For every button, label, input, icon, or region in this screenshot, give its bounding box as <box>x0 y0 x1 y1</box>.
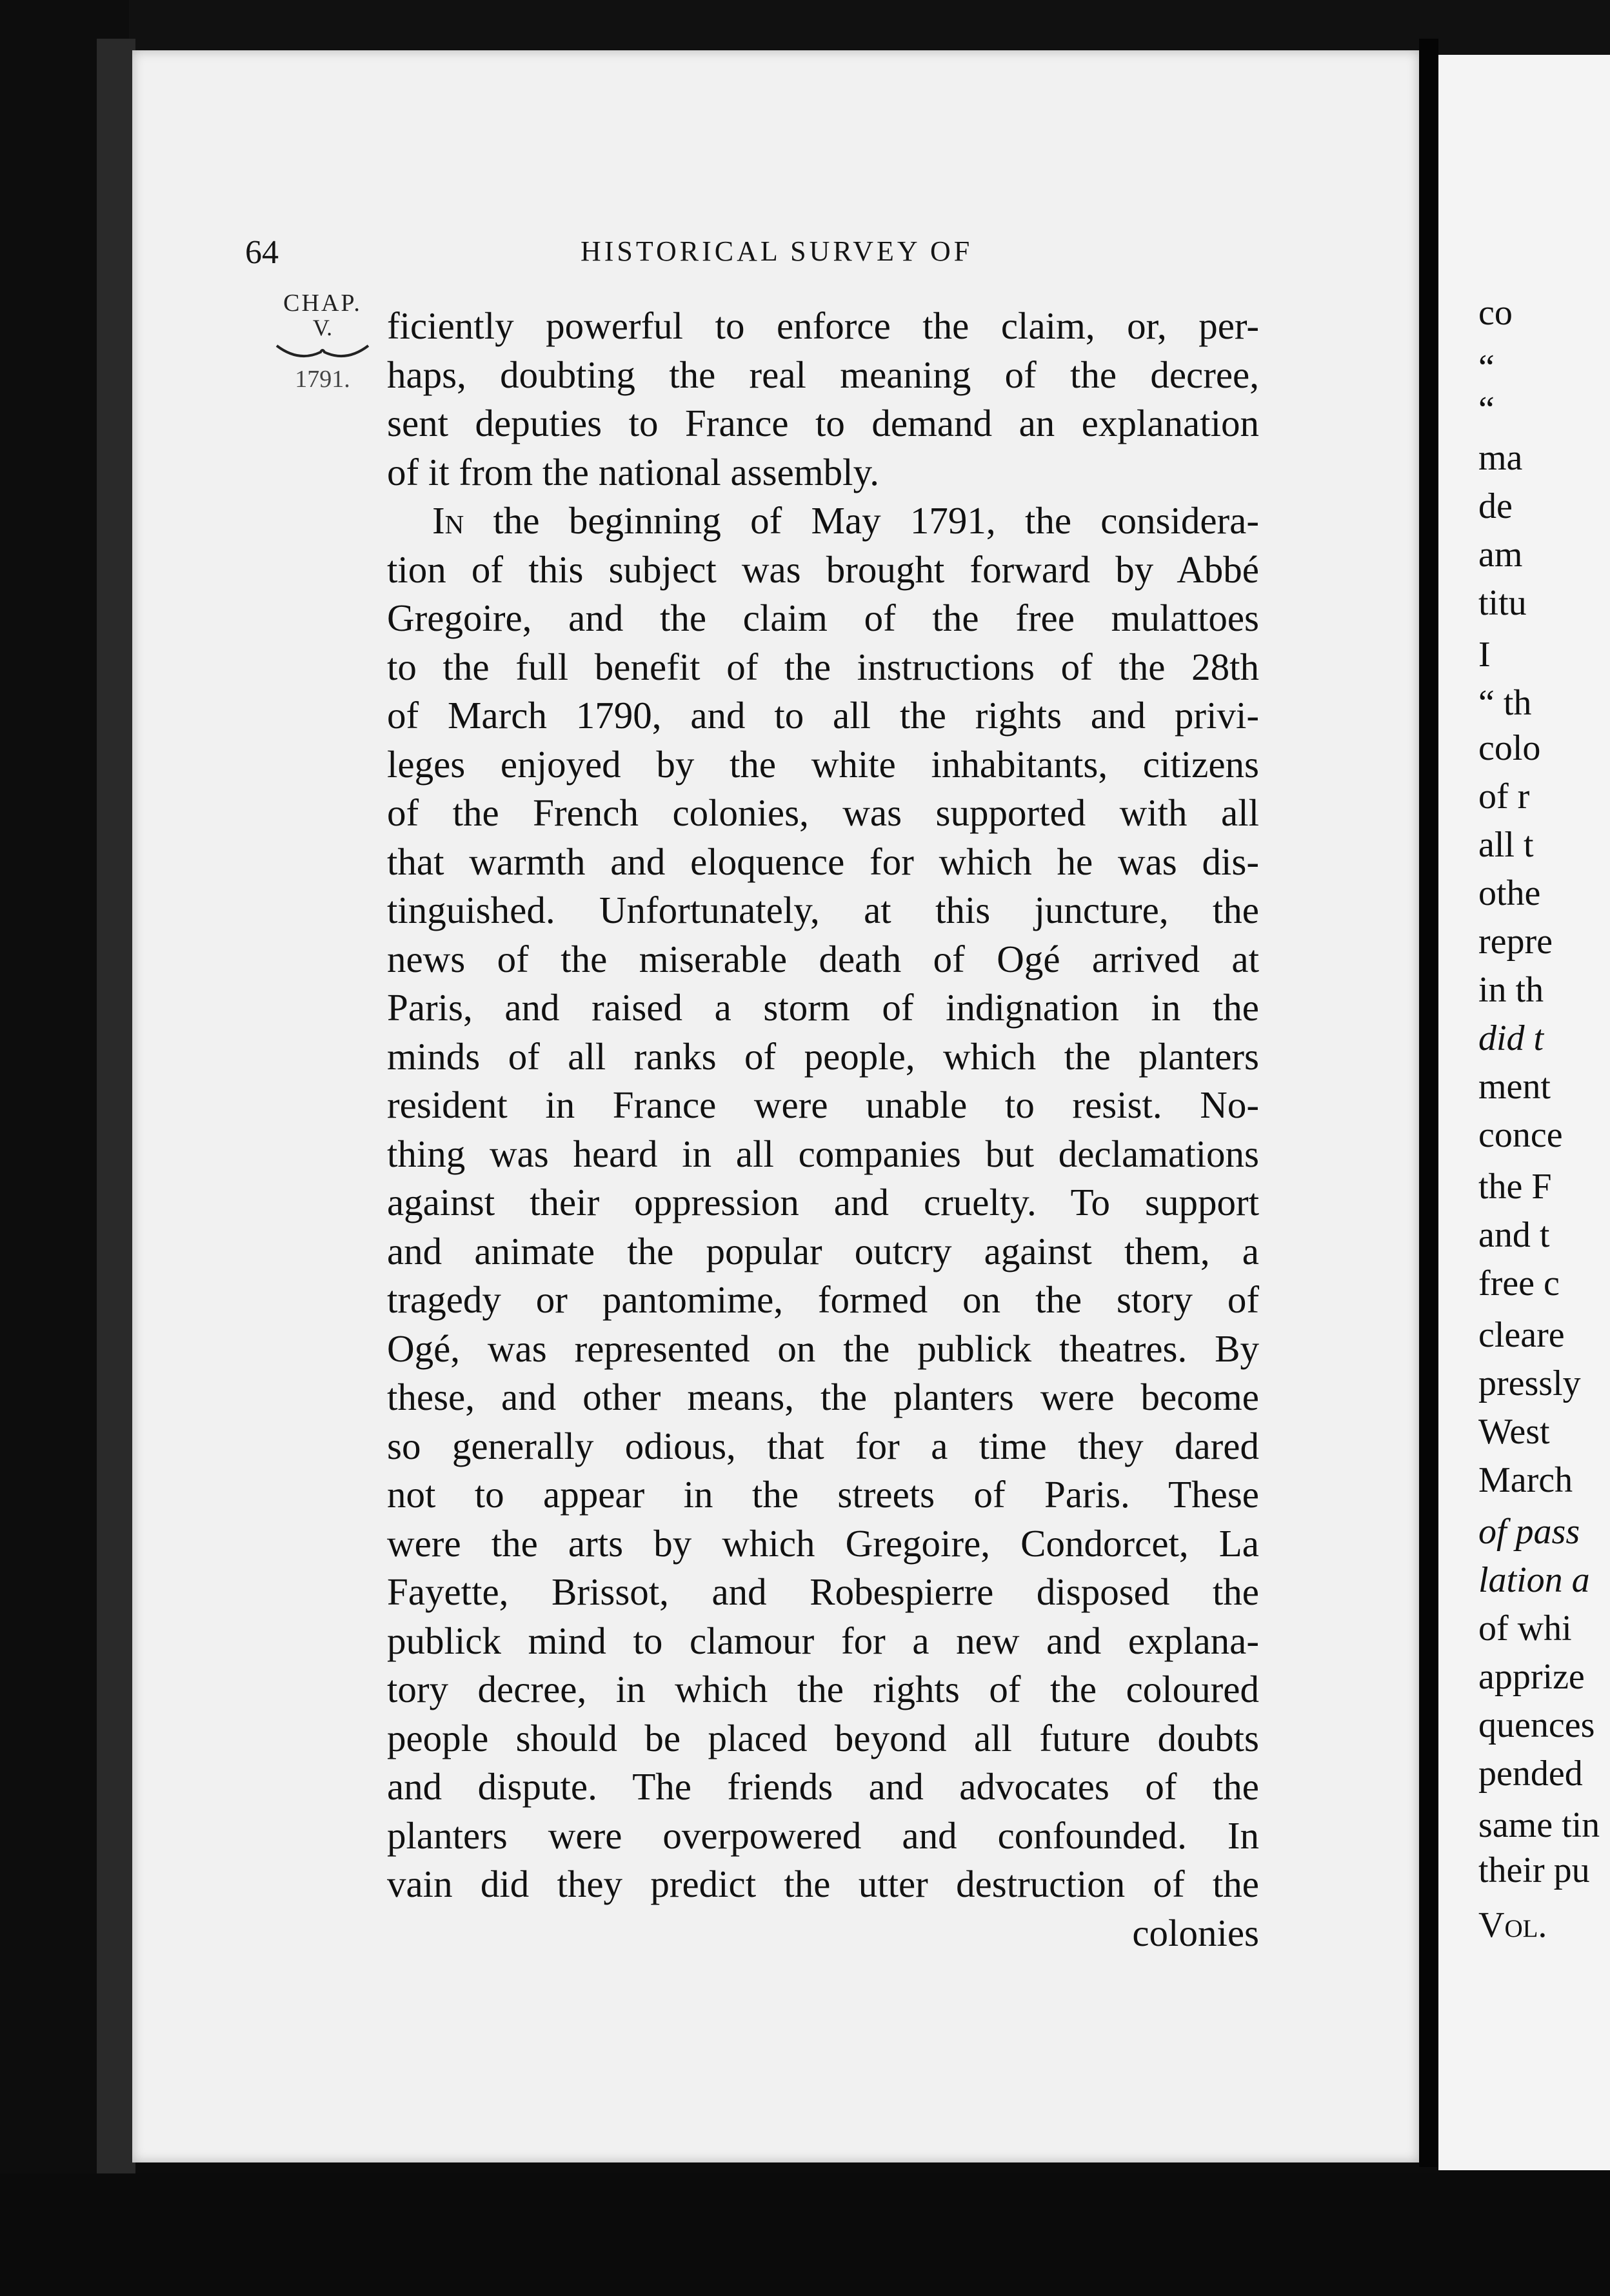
facing-page-line: othe <box>1478 873 1541 913</box>
facing-page-line: pressly <box>1478 1363 1581 1403</box>
facing-page-line: cleare <box>1478 1315 1565 1355</box>
facing-page-line: of whi <box>1478 1608 1572 1648</box>
facing-page-line: I <box>1478 635 1491 675</box>
text-line: of the French colonies, was supported with all <box>387 791 1259 834</box>
body-text <box>387 302 1259 1957</box>
text-line: Paris, and raised a storm of indignation in the <box>387 986 1259 1029</box>
facing-page-line: March <box>1478 1460 1573 1500</box>
margin-note <box>264 290 381 392</box>
text-line: Gregoire, and the claim of the free mulattoes <box>387 597 1259 639</box>
facing-page-line: de <box>1478 486 1513 526</box>
text-line: so generally odious, that for a time they dared <box>387 1424 1259 1467</box>
facing-page-line: in th <box>1478 970 1544 1010</box>
text-line-rest: the beginning of May 1791, the considera- <box>464 499 1259 542</box>
text-line: these, and other means, the planters were become <box>387 1376 1259 1418</box>
scan-top-border <box>0 0 1610 58</box>
text-line: tion of this subject was brought forward by Abbé <box>387 548 1259 591</box>
facing-page-line: co <box>1478 293 1513 333</box>
facing-page-line: colo <box>1478 728 1541 768</box>
text-line: publick mind to clamour for a new and explana- <box>387 1619 1259 1662</box>
text-line: were the arts by which Gregoire, Condorcet, La <box>387 1521 1259 1565</box>
margin-year: 1791. <box>295 366 350 393</box>
facing-page-line: did t <box>1478 1018 1544 1058</box>
facing-page-line: West <box>1478 1412 1550 1452</box>
facing-page-fragment <box>1438 55 1610 2170</box>
text-line: vain did they predict the utter destruction of the <box>387 1863 1259 1905</box>
facing-page-line: pended <box>1478 1754 1583 1794</box>
page-number: 64 <box>245 234 279 271</box>
text-line: Fayette, Brissot, and Robespierre disposed the <box>387 1570 1259 1613</box>
facing-page-line: of r <box>1478 777 1530 816</box>
facing-page-line: quences <box>1478 1705 1595 1745</box>
book-spine-edge <box>97 39 135 2173</box>
facing-page-line: am <box>1478 535 1523 575</box>
paragraph-2 <box>387 497 1259 1957</box>
facing-page-line: “ <box>1478 348 1495 388</box>
facing-page-line: the F <box>1478 1167 1552 1207</box>
text-line: to the full benefit of the instructions of the 28th <box>387 645 1259 688</box>
margin-chapter-numeral: V. <box>312 315 333 341</box>
facing-page-line: ment <box>1478 1067 1551 1107</box>
text-line: haps, doubting the real meaning of the decree, <box>387 353 1259 396</box>
text-line: against their oppression and cruelty. To support <box>387 1181 1259 1223</box>
text-line: tragedy or pantomime, formed on the story of <box>387 1278 1259 1321</box>
facing-page-line: and t <box>1478 1215 1550 1255</box>
text-line <box>387 497 1259 546</box>
text-line: news of the miserable death of Ogé arrived at <box>387 937 1259 980</box>
text-line: and dispute. The friends and advocates of the <box>387 1765 1259 1808</box>
facing-page-line: apprize <box>1478 1657 1585 1697</box>
text-line: that warmth and eloquence for which he was dis- <box>387 840 1259 883</box>
catchword: colonies <box>1132 1911 1259 1954</box>
facing-page-line: their pu <box>1478 1850 1590 1890</box>
text-line: leges enjoyed by the white inhabitants, citizens <box>387 742 1259 786</box>
facing-page-line: same tin <box>1478 1805 1600 1845</box>
scan-bottom-border <box>0 2173 1610 2296</box>
margin-brace-ornament <box>274 341 371 366</box>
text-line: ficiently powerful to enforce the claim, or, per- <box>387 304 1259 347</box>
paragraph-1 <box>387 302 1259 497</box>
facing-page-line: lation a <box>1478 1560 1590 1600</box>
running-title: HISTORICAL SURVEY OF <box>581 235 973 267</box>
paragraph-lead-word: In <box>432 499 464 542</box>
text-line: Ogé, was represented on the publick theatres. By <box>387 1327 1259 1370</box>
facing-page-line: free c <box>1478 1263 1560 1303</box>
facing-page-line: Vol. <box>1478 1905 1547 1945</box>
text-line: and animate the popular outcry against them, a <box>387 1229 1259 1272</box>
text-line: people should be placed beyond all future doubts <box>387 1716 1259 1759</box>
text-line: sent deputies to France to demand an explanation <box>387 402 1259 444</box>
facing-page-line: repre <box>1478 922 1553 962</box>
text-line: planters were overpowered and confounded. In <box>387 1814 1259 1857</box>
facing-page-line: of pass <box>1478 1512 1580 1552</box>
text-line: tory decree, in which the rights of the coloured <box>387 1668 1259 1710</box>
running-head <box>245 233 1277 272</box>
page-gutter <box>1419 39 1438 2167</box>
text-line: tinguished. Unfortunately, at this juncture, the <box>387 889 1259 931</box>
facing-page-line: all t <box>1478 825 1534 865</box>
text-line: thing was heard in all companies but declamations <box>387 1132 1259 1175</box>
text-line: of it from the national assembly. <box>387 450 879 493</box>
text-line: minds of all ranks of people, which the planters <box>387 1034 1259 1078</box>
facing-page-line: conce <box>1478 1115 1563 1155</box>
facing-page-line: “ <box>1478 390 1495 430</box>
facing-page-line: titu <box>1478 583 1527 623</box>
text-line: resident in France were unable to resist. No- <box>387 1084 1259 1126</box>
text-line: not to appear in the streets of Paris. These <box>387 1473 1259 1516</box>
margin-chapter-label: CHAP. <box>283 290 362 317</box>
facing-page-line: “ th <box>1478 683 1532 723</box>
text-line: of March 1790, and to all the rights and privi- <box>387 694 1259 737</box>
facing-page-line: ma <box>1478 438 1523 478</box>
